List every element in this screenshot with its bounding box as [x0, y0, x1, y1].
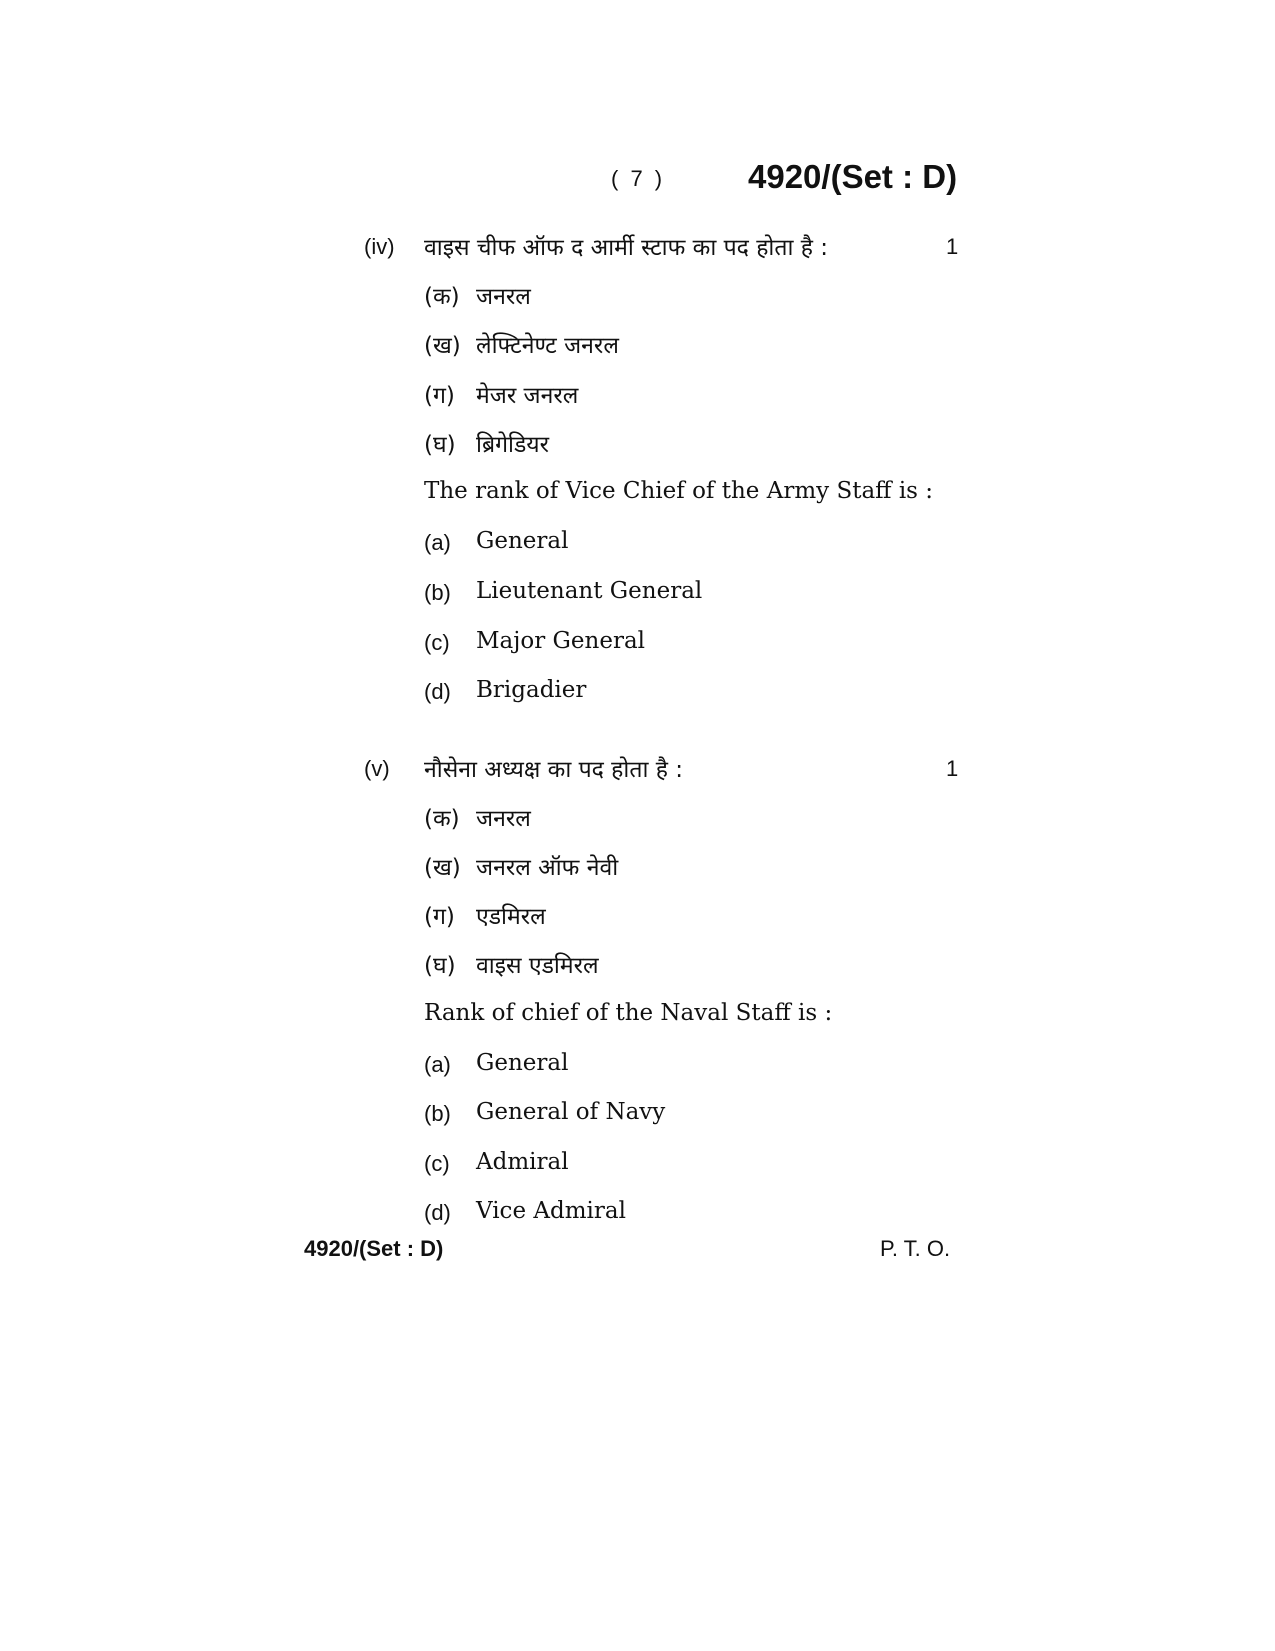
option-text-english: General: [476, 528, 569, 554]
question-number: (iv): [364, 234, 395, 259]
set-code-header: 4920/(Set : D): [748, 158, 958, 195]
option-text-english: Lieutenant General: [476, 578, 703, 604]
question-marks: 1: [946, 756, 959, 781]
question-text-hindi: वाइस चीफ ऑफ द आर्मी स्टाफ का पद होता है :: [424, 235, 829, 261]
option-label-hindi: (ग): [424, 383, 455, 409]
option-label-hindi: (घ): [424, 432, 456, 458]
question-number: (v): [364, 756, 390, 781]
option-label-english: (a): [424, 530, 451, 555]
option-text-hindi: मेजर जनरल: [476, 383, 579, 409]
option-text-english: Major General: [476, 628, 646, 654]
set-code-footer: 4920/(Set : D): [304, 1236, 444, 1261]
option-label-hindi: (घ): [424, 953, 456, 979]
option-label-hindi: (ग): [424, 904, 455, 930]
question-text-hindi: नौसेना अध्यक्ष का पद होता है :: [424, 757, 684, 783]
option-text-hindi: एडमिरल: [476, 904, 546, 930]
option-label-hindi: (ख): [424, 333, 461, 359]
question-marks: 1: [946, 234, 959, 259]
option-text-hindi: जनरल: [476, 284, 531, 310]
question-text-english: The rank of Vice Chief of the Army Staff is :: [424, 478, 934, 504]
option-label-english: (b): [424, 580, 451, 605]
option-text-english: General of Navy: [476, 1099, 666, 1125]
option-label-hindi: (ख): [424, 855, 461, 881]
question-text-english: Rank of chief of the Naval Staff is :: [424, 1000, 833, 1026]
option-label-english: (c): [424, 630, 450, 655]
option-text-english: General: [476, 1050, 569, 1076]
page-turn-over: P. T. O.: [880, 1236, 951, 1261]
option-label-english: (d): [424, 1200, 451, 1225]
option-text-hindi: ब्रिगेडियर: [476, 432, 550, 458]
option-text-hindi: लेफ्टिनेण्ट जनरल: [476, 333, 619, 359]
page-number: ( 7 ): [611, 166, 666, 191]
option-text-hindi: जनरल ऑफ नेवी: [476, 855, 619, 881]
option-label-hindi: (क): [424, 284, 460, 310]
option-text-hindi: जनरल: [476, 806, 531, 832]
option-text-hindi: वाइस एडमिरल: [476, 953, 599, 979]
option-text-english: Brigadier: [476, 677, 587, 703]
option-label-english: (a): [424, 1052, 451, 1077]
option-label-english: (c): [424, 1151, 450, 1176]
option-text-english: Vice Admiral: [476, 1198, 626, 1224]
option-label-english: (d): [424, 679, 451, 704]
option-label-english: (b): [424, 1101, 451, 1126]
option-text-english: Admiral: [476, 1149, 569, 1175]
option-label-hindi: (क): [424, 806, 460, 832]
